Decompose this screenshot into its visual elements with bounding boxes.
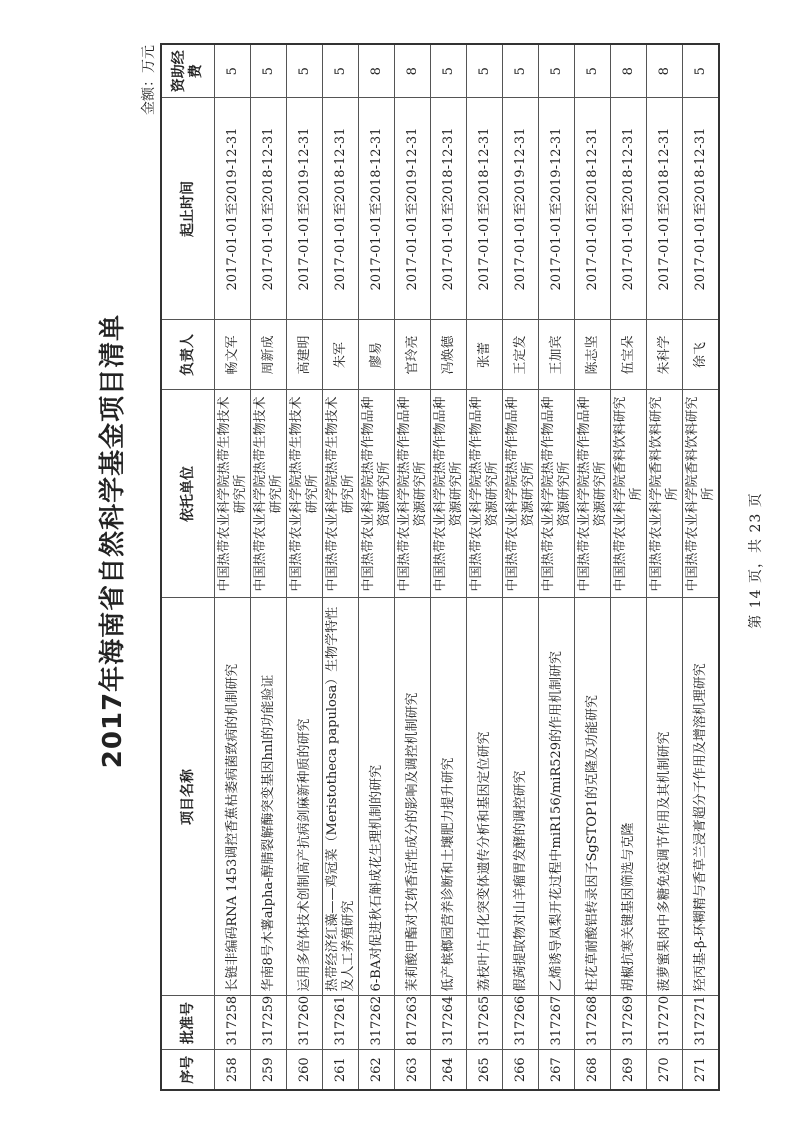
project-table xyxy=(160,43,720,1091)
header-approval: 批准号 xyxy=(161,996,215,1050)
table-row xyxy=(647,44,683,1090)
cell-funding: 8 xyxy=(395,44,431,98)
cell-seq: 260 xyxy=(287,1050,323,1090)
page-title: 2017年海南省自然科学基金项目清单 xyxy=(98,313,128,769)
cell-funding: 5 xyxy=(323,44,359,98)
table-row xyxy=(215,44,251,1090)
cell-funding: 5 xyxy=(431,44,467,98)
cell-funding: 5 xyxy=(539,44,575,98)
header-leader: 负责人 xyxy=(161,320,215,390)
table-row xyxy=(395,44,431,1090)
cell-name: 华南8号木薯alpha-醇腈裂解酶突变基因hnl的功能验证 xyxy=(251,598,287,996)
cell-period: 2017-01-01至2019-12-31 xyxy=(503,98,539,320)
table-row xyxy=(359,44,395,1090)
cell-period: 2017-01-01至2018-12-31 xyxy=(431,98,467,320)
cell-name: 低产槟榔园营养诊断和土壤肥力提升研究 xyxy=(431,598,467,996)
table-row xyxy=(539,44,575,1090)
cell-approval: 317261 xyxy=(323,996,359,1050)
cell-funding: 8 xyxy=(647,44,683,98)
cell-seq: 264 xyxy=(431,1050,467,1090)
cell-period: 2017-01-01至2019-12-31 xyxy=(395,98,431,320)
cell-funding: 8 xyxy=(359,44,395,98)
cell-leader: 朱军 xyxy=(323,320,359,390)
cell-seq: 267 xyxy=(539,1050,575,1090)
cell-leader: 陈志坚 xyxy=(575,320,611,390)
header-name: 项目名称 xyxy=(161,598,215,996)
cell-funding: 5 xyxy=(251,44,287,98)
cell-seq: 269 xyxy=(611,1050,647,1090)
cell-name: 胡椒抗寒关键基因筛选与克隆 xyxy=(611,598,647,996)
cell-leader: 冯焕德 xyxy=(431,320,467,390)
cell-name: 热带经济红藻——鸡冠菜（Meristotheca papulosa）生物学特性及人工养殖研究 xyxy=(323,598,359,996)
cell-leader: 朱科学 xyxy=(647,320,683,390)
cell-funding: 5 xyxy=(467,44,503,98)
header-period: 起止时间 xyxy=(161,98,215,320)
cell-approval: 317260 xyxy=(287,996,323,1050)
cell-seq: 270 xyxy=(647,1050,683,1090)
cell-org: 中国热带农业科学院热带作物品种资源研究所 xyxy=(539,390,575,598)
cell-name: 运用多倍体技术创制高产抗病剑麻新种质的研究 xyxy=(287,598,323,996)
cell-org: 中国热带农业科学院热带作物品种资源研究所 xyxy=(575,390,611,598)
cell-name: 长链非编码RNA 1453调控香蕉枯萎病菌致病的机制研究 xyxy=(215,598,251,996)
cell-org: 中国热带农业科学院热带生物技术研究所 xyxy=(323,390,359,598)
table-row xyxy=(323,44,359,1090)
cell-seq: 265 xyxy=(467,1050,503,1090)
cell-funding: 5 xyxy=(503,44,539,98)
cell-period: 2017-01-01至2018-12-31 xyxy=(683,98,720,320)
table-row xyxy=(683,44,720,1090)
cell-org: 中国热带农业科学院热带生物技术研究所 xyxy=(287,390,323,598)
cell-approval: 317264 xyxy=(431,996,467,1050)
cell-funding: 5 xyxy=(287,44,323,98)
cell-name: 乙烯诱导凤梨开花过程中miR156/miR529的作用机制研究 xyxy=(539,598,575,996)
watermark: ​ xyxy=(382,604,506,638)
cell-leader: 高建明 xyxy=(287,320,323,390)
cell-leader: 官玲亮 xyxy=(395,320,431,390)
cell-funding: 5 xyxy=(575,44,611,98)
page-footer: 第 14 页，共 23 页 xyxy=(748,492,764,629)
cell-name: 羟丙基-β-环糊精与香草兰浸膏超分子作用及增溶机理研究 xyxy=(683,598,720,996)
cell-seq: 258 xyxy=(215,1050,251,1090)
cell-org: 中国热带农业科学院香料饮料研究所 xyxy=(683,390,720,598)
cell-name: 6-BA对促进秋石斛成花生理机制的研究 xyxy=(359,598,395,996)
cell-org: 中国热带农业科学院热带作物品种资源研究所 xyxy=(395,390,431,598)
cell-approval: 317267 xyxy=(539,996,575,1050)
cell-approval: 317271 xyxy=(683,996,720,1050)
cell-leader: 王定发 xyxy=(503,320,539,390)
cell-period: 2017-01-01至2018-12-31 xyxy=(251,98,287,320)
cell-period: 2017-01-01至2018-12-31 xyxy=(467,98,503,320)
cell-org: 中国热带农业科学院热带作物品种资源研究所 xyxy=(359,390,395,598)
cell-approval: 317265 xyxy=(467,996,503,1050)
cell-seq: 271 xyxy=(683,1050,720,1090)
table-row xyxy=(287,44,323,1090)
cell-org: 中国热带农业科学院热带作物品种资源研究所 xyxy=(431,390,467,598)
cell-seq: 259 xyxy=(251,1050,287,1090)
cell-name: 茉莉酸甲酯对艾纳香活性成分的影响及调控机制研究 xyxy=(395,598,431,996)
header-org: 依托单位 xyxy=(161,390,215,598)
cell-name: 荔枝叶片白化突变体遗传分析和基因定位研究 xyxy=(467,598,503,996)
table-row xyxy=(431,44,467,1090)
cell-period: 2017-01-01至2018-12-31 xyxy=(647,98,683,320)
unit-label: 金额：万元 xyxy=(141,45,157,115)
cell-period: 2017-01-01至2019-12-31 xyxy=(215,98,251,320)
cell-org: 中国热带农业科学院热带生物技术研究所 xyxy=(251,390,287,598)
header-funding: 资助经费 xyxy=(161,44,215,98)
cell-period: 2017-01-01至2019-12-31 xyxy=(539,98,575,320)
cell-leader: 伍宝朵 xyxy=(611,320,647,390)
cell-leader: 畅文军 xyxy=(215,320,251,390)
cell-seq: 266 xyxy=(503,1050,539,1090)
table-row xyxy=(467,44,503,1090)
cell-seq: 261 xyxy=(323,1050,359,1090)
cell-approval: 817263 xyxy=(395,996,431,1050)
cell-period: 2017-01-01至2018-12-31 xyxy=(611,98,647,320)
cell-approval: 317259 xyxy=(251,996,287,1050)
cell-period: 2017-01-01至2018-12-31 xyxy=(575,98,611,320)
cell-approval: 317268 xyxy=(575,996,611,1050)
table-header-row xyxy=(161,44,215,1090)
cell-leader: 徐飞 xyxy=(683,320,720,390)
cell-org: 中国热带农业科学院热带生物技术研究所 xyxy=(215,390,251,598)
cell-leader: 周新成 xyxy=(251,320,287,390)
cell-leader: 廖易 xyxy=(359,320,395,390)
table-row xyxy=(611,44,647,1090)
cell-leader: 王加宾 xyxy=(539,320,575,390)
cell-name: 柱花草耐酸铝转录因子SgSTOP1的克隆及功能研究 xyxy=(575,598,611,996)
cell-approval: 317270 xyxy=(647,996,683,1050)
cell-seq: 268 xyxy=(575,1050,611,1090)
cell-funding: 5 xyxy=(683,44,720,98)
cell-leader: 张蕾 xyxy=(467,320,503,390)
cell-approval: 317258 xyxy=(215,996,251,1050)
cell-period: 2017-01-01至2019-12-31 xyxy=(287,98,323,320)
header-seq: 序号 xyxy=(161,1050,215,1090)
table-row xyxy=(575,44,611,1090)
cell-org: 中国热带农业科学院热带作物品种资源研究所 xyxy=(467,390,503,598)
cell-funding: 8 xyxy=(611,44,647,98)
cell-approval: 317269 xyxy=(611,996,647,1050)
cell-period: 2017-01-01至2018-12-31 xyxy=(359,98,395,320)
cell-period: 2017-01-01至2018-12-31 xyxy=(323,98,359,320)
table-row xyxy=(251,44,287,1090)
cell-funding: 5 xyxy=(215,44,251,98)
cell-seq: 262 xyxy=(359,1050,395,1090)
cell-org: 中国热带农业科学院香料饮料研究所 xyxy=(647,390,683,598)
cell-seq: 263 xyxy=(395,1050,431,1090)
cell-name: 假蒟提取物对山羊瘤胃发酵的调控研究 xyxy=(503,598,539,996)
cell-name: 菠萝蜜果肉中多糖免疫调节作用及其机制研究 xyxy=(647,598,683,996)
cell-approval: 317266 xyxy=(503,996,539,1050)
cell-org: 中国热带农业科学院热带作物品种资源研究所 xyxy=(503,390,539,598)
table-row xyxy=(503,44,539,1090)
cell-org: 中国热带农业科学院香料饮料研究所 xyxy=(611,390,647,598)
cell-approval: 317262 xyxy=(359,996,395,1050)
